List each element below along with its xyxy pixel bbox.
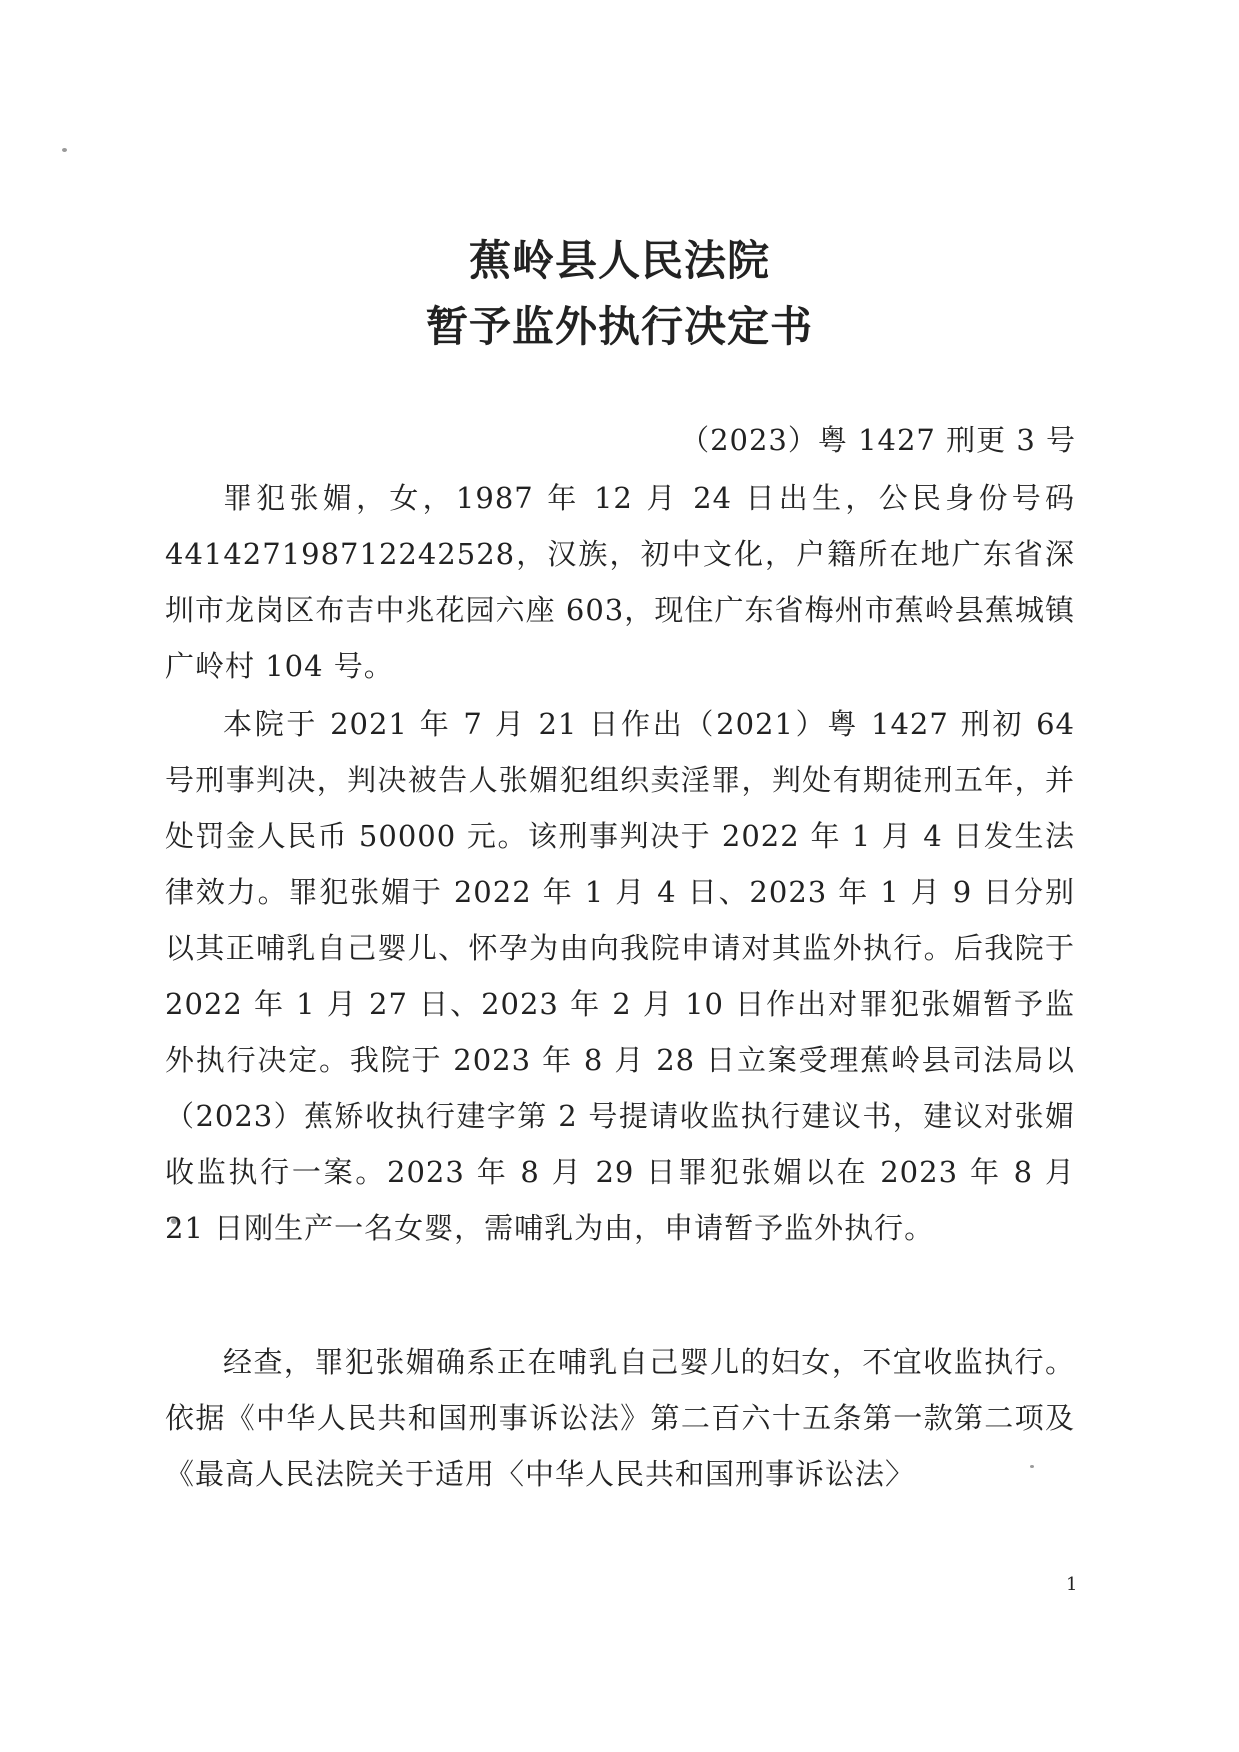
criminal-info-paragraph: 罪犯张媚，女，1987 年 12 月 24 日出生，公民身份号码 441427198712242528，汉族，初中文化，户籍所在地广东省深圳市龙岗区布吉中兆花园六座 603，现住广东省梅州市蕉岭县蕉城镇广岭村 104 号。 — [165, 481, 1075, 683]
finding-paragraph: 经查，罪犯张媚确系正在哺乳自己婴儿的妇女，不宜收监执行。依据《中华人民共和国刑事诉讼法》第二百六十五条第一款第二项及《最高人民法院关于适用〈中华人民共和国刑事诉讼法〉 — [165, 1345, 1075, 1491]
document-type-title: 暂予监外执行决定书 — [425, 302, 813, 351]
scan-speck — [62, 148, 67, 152]
page-number: 1 — [1066, 1574, 1078, 1595]
case-number: （2023）粤 1427 刑更 3 号 — [680, 423, 1076, 457]
court-name-title: 蕉岭县人民法院 — [468, 236, 770, 285]
case-history-paragraph: 本院于 2021 年 7 月 21 日作出（2021）粤 1427 刑初 64 号刑事判决，判决被告人张媚犯组织卖淫罪，判处有期徒刑五年，并处罚金人民币 50000 元。该刑事判决于 2022 年 1 月 4 日发生法律效力。罪犯张媚于 2022 年 1 月 4 日、2023 年 1 月 9 日分别以其正哺乳自己婴儿、怀孕为由向我院申请对其监外执行。后我院于 2022 年 1 月 27 日、2023 年 2 月 10 日作出对罪犯张媚暂予监外执行决定。我院于 2023 年 8 月 28 日立案受理蕉岭县司法局以（2023）蕉矫收执行建字第 2 号提请收监执行建议书，建议对张媚收监执行一案。2023 年 8 月 29 日罪犯张媚以在 2023 年 8 月 21 日刚生产一名女婴，需哺乳为由，申请暂予监外执行。 — [165, 707, 1075, 1245]
